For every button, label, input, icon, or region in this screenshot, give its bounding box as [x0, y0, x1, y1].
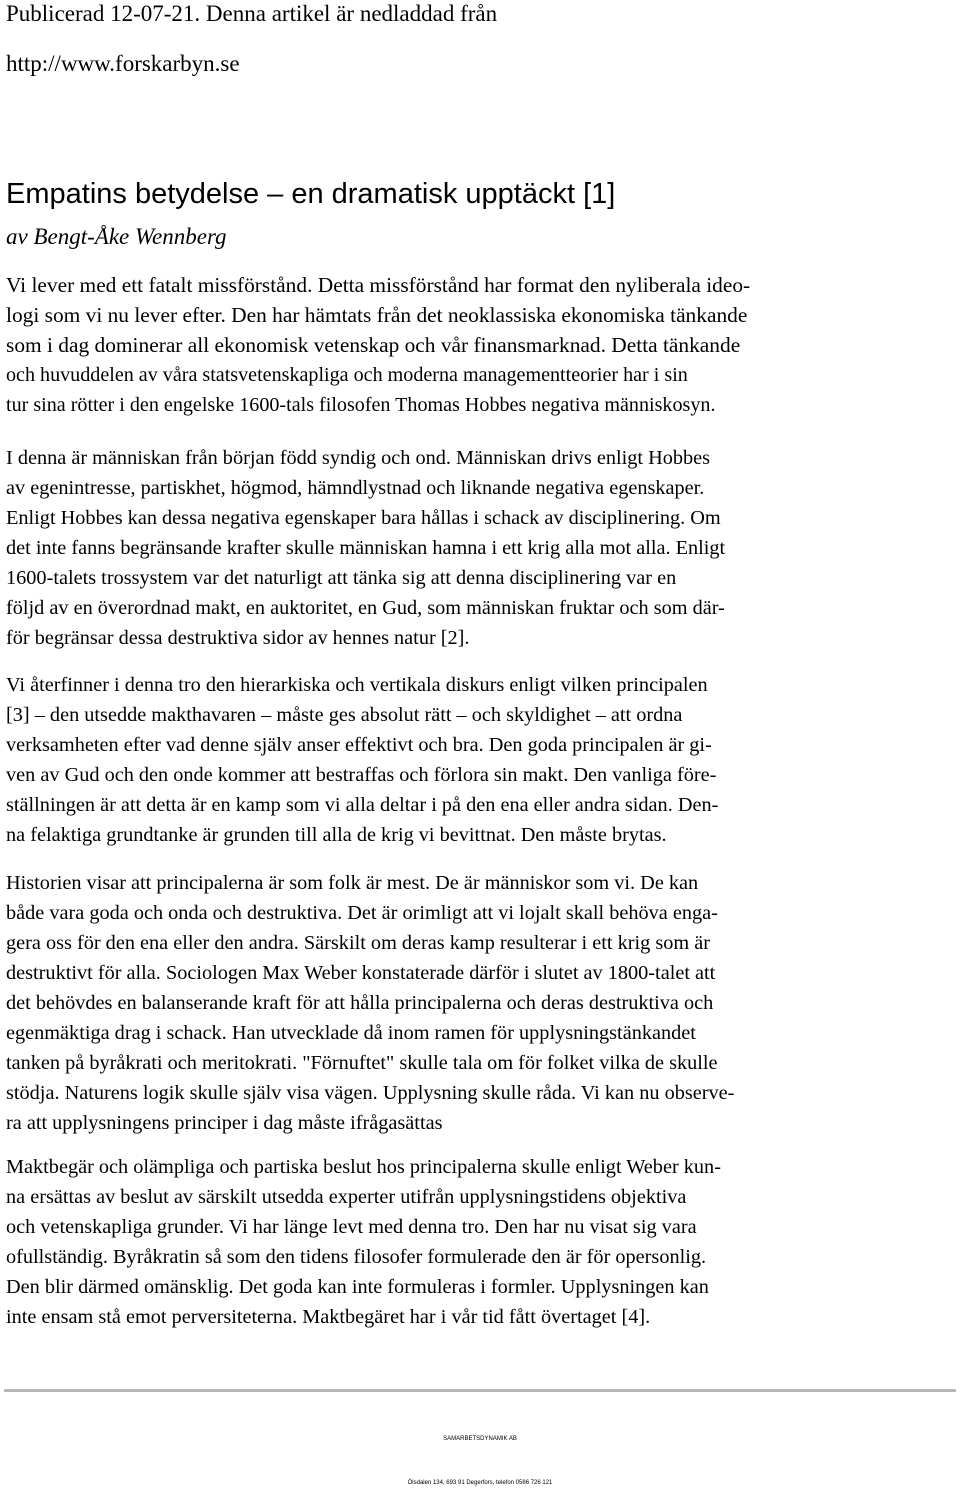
text-line: följd av en överordnad makt, en auktoritet, en Gud, som människan fruktar och som där- [6, 597, 725, 619]
text-line: både vara goda och onda och destruktiva. Det är orimligt att vi lojalt skall behöva enga- [6, 902, 718, 924]
text-line: egenmäktiga drag i schack. Han utvecklade då inom ramen för upplysningstänkandet [6, 1022, 696, 1044]
text-line: det behövdes en balanserande kraft för att hålla principalerna och deras destruktiva och [6, 992, 714, 1014]
text-line: Maktbegär och olämpliga och partiska beslut hos principalerna skulle enligt Weber kun- [6, 1156, 721, 1178]
text-line: det inte fanns begränsande krafter skulle människan hamna i ett krig alla mot alla. Enligt [6, 537, 726, 559]
text-line: Vi lever med ett fatalt missförstånd. Detta missförstånd har format den nyliberala ideo- [6, 273, 751, 297]
text-line: inte ensam stå emot perversiteterna. Maktbegäret har i vår tid fått övertaget [4]. [6, 1306, 651, 1328]
text-line: ofullständig. Byråkratin så som den tidens filosofer formulerade den är för opersonlig. [6, 1246, 707, 1268]
text-line: Vi återfinner i denna tro den hierarkiska och vertikala diskurs enligt vilken principalen [6, 674, 708, 696]
source-url[interactable]: http://www.forskarbyn.se [6, 51, 240, 76]
text-line: gera oss för den ena eller den andra. Särskilt om deras kamp resulterar i ett krig som är [6, 932, 710, 954]
text-line: logi som vi nu lever efter. Den har hämtats från det neoklassiska ekonomiska tänkande [6, 303, 748, 327]
text-line: och huvuddelen av våra statsvetenskapliga och moderna managementteorier har i sin [6, 364, 688, 386]
paragraph-2 [6, 443, 725, 653]
text-line: Den blir därmed omänsklig. Det goda kan inte formuleras i formler. Upplysningen kan [6, 1276, 709, 1298]
paragraph-1 [6, 270, 750, 420]
text-line: I denna är människan från början född syndig och ond. Människan drivs enligt Hobbes [6, 447, 711, 469]
text-line: ra att upplysningens principer i dag måste ifrågasättas [6, 1112, 443, 1134]
footer-company: SAMARBETSDYNAMIK AB [443, 1436, 517, 1442]
text-line: tur sina rötter i den engelske 1600-tals filosofen Thomas Hobbes negativa människosyn. [6, 394, 716, 416]
text-line: [3] – den utsedde makthavaren – måste ges absolut rätt – och skyldighet – att ordna [6, 704, 683, 726]
text-line: 1600-talets trossystem var det naturligt att tänka sig att denna disciplinering var en [6, 567, 677, 589]
article-title: Empatins betydelse – en dramatisk upptäckt [1] [6, 178, 616, 210]
footer-divider [4, 1389, 956, 1392]
article-byline: av Bengt-Åke Wennberg [6, 224, 227, 249]
footer-address: Ölsdalen 134, 693 91 Degerfors, telefon 0586 726 121 [407, 1480, 553, 1486]
text-line: och vetenskapliga grunder. Vi har länge levt med denna tro. Den har nu visat sig vara [6, 1216, 697, 1238]
text-line: Historien visar att principalerna är som folk är mest. De är människor som vi. De kan [6, 872, 699, 894]
text-line: na ersättas av beslut av särskilt utsedda experter utifrån upplysningstidens objektiva [6, 1186, 687, 1208]
paragraph-3 [6, 670, 718, 850]
text-line: ställningen är att detta är en kamp som vi alla deltar i på den ena eller andra sidan. Den- [6, 794, 719, 816]
text-line: som i dag dominerar all ekonomisk vetenskap och vår finansmarknad. Detta tänkande [6, 333, 741, 357]
text-line: ven av Gud och den onde kommer att bestraffas och förlora sin makt. Den vanliga före- [6, 764, 717, 786]
text-line: av egenintresse, partiskhet, högmod, hämndlystnad och liknande negativa egenskaper. [6, 477, 705, 499]
text-line: stödja. Naturens logik skulle själv visa vägen. Upplysning skulle råda. Vi kan nu observe- [6, 1082, 735, 1104]
publication-notice: Publicerad 12-07-21. Denna artikel är nedladdad från [6, 1, 498, 26]
paragraph-4 [6, 868, 734, 1138]
text-line: verksamheten efter vad denne själv anser effektivt och bra. Den goda principalen är gi- [6, 734, 712, 756]
text-line: för begränsar dessa destruktiva sidor av hennes natur [2]. [6, 627, 470, 649]
text-line: destruktivt för alla. Sociologen Max Weber konstaterade därför i slutet av 1800-talet att [6, 962, 716, 984]
paragraph-5 [6, 1152, 721, 1332]
text-line: Enligt Hobbes kan dessa negativa egenskaper bara hållas i schack av disciplinering. Om [6, 507, 721, 529]
text-line: tanken på byråkrati och meritokrati. "Förnuftet" skulle tala om för folket vilka de skulle [6, 1052, 718, 1074]
text-line: na felaktiga grundtanke är grunden till alla de krig vi bevittnat. Den måste brytas. [6, 824, 667, 846]
